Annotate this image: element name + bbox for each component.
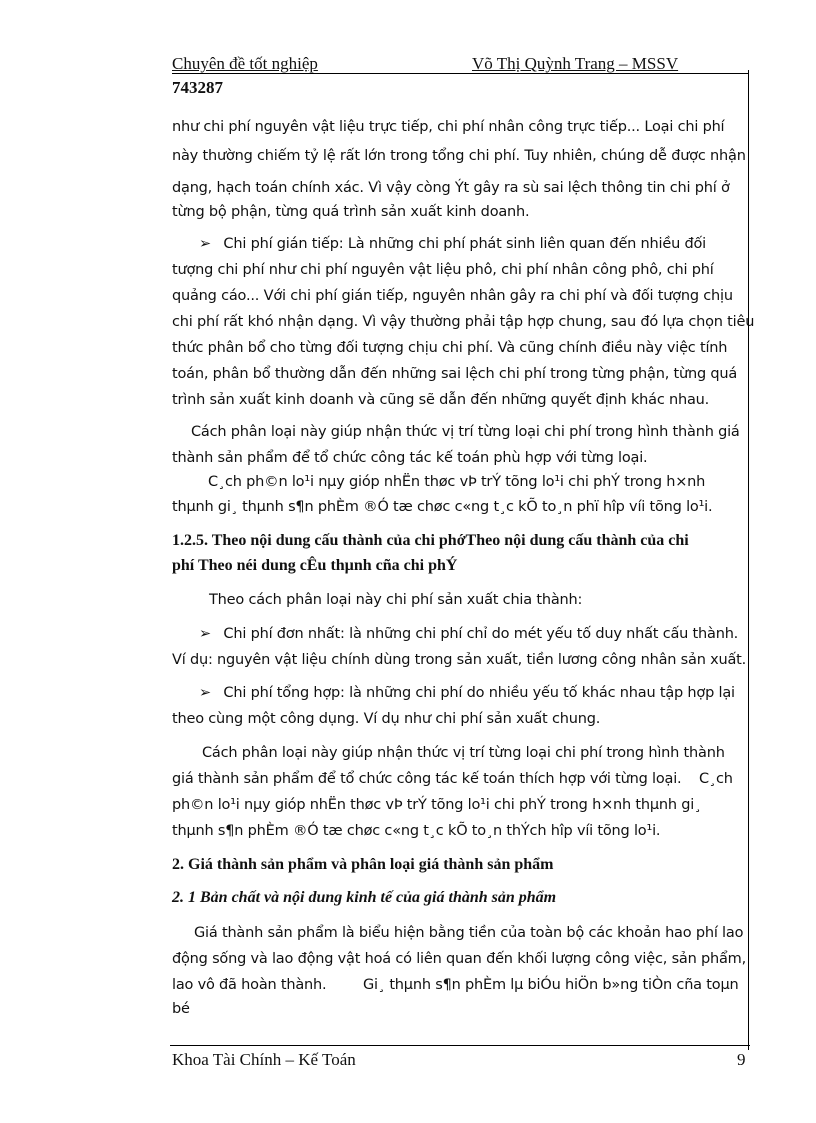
- body-line: như chi phí nguyên vật liệu trực tiếp, chi phí nhân công trực tiếp... Loại chi phí: [172, 119, 725, 135]
- body-line: tượng chi phí như chi phí nguyên vật liệu phô, chi phí nhân công phô, chi phí: [172, 262, 714, 278]
- footer-rule: [170, 1045, 750, 1046]
- garbled-body-fragment: C¸ch: [699, 771, 733, 787]
- section-heading-1-2-5: 1.2.5. Theo nội dung cấu thành của chi phớTheo nội dung cấu thành của chi: [172, 532, 689, 549]
- body-line: thành sản phẩm để tổ chức công tác kế toán phù hợp với từng loại.: [172, 450, 648, 466]
- body-line: giá thành sản phẩm để tổ chức công tác kế toán thích hợp với từng loại.: [172, 771, 682, 787]
- header-rule: [172, 73, 748, 74]
- page-frame-right-edge: [748, 70, 749, 1050]
- footer-department: Khoa Tài Chính – Kế Toán: [172, 1050, 356, 1069]
- body-line: dạng, hạch toán chính xác. Vì vậy còng Ýt gây ra sù sai lệch thông tin chi phí ở: [172, 180, 730, 196]
- garbled-body-line: thµnh s¶n phÈm ®Ó tæ chøc c«ng t¸c kÕ to¸n thÝch hîp víi tõng lo¹i.: [172, 823, 661, 839]
- body-line: Ví dụ: nguyên vật liệu chính dùng trong sản xuất, tiền lương công nhân sản xuất.: [172, 652, 747, 668]
- section-heading-1-2-5-cont: phí Theo néi dung cÊu thµnh cña chi phÝ: [172, 557, 458, 574]
- header-left-title: Chuyên đề tốt nghiệp: [172, 54, 318, 73]
- body-line: Chi phí gián tiếp: Là những chi phí phát sinh liên quan đến nhiều đối: [223, 236, 706, 252]
- garbled-body-line: C¸ch ph©n lo¹i nµy gióp nhËn thøc vÞ trÝ tõng lo¹i chi phÝ trong h×nh: [208, 474, 706, 490]
- body-line: này thường chiếm tỷ lệ rất lớn trong tổng chi phí. Tuy nhiên, chúng dễ được nhận: [172, 148, 746, 164]
- body-line: theo cùng một công dụng. Ví dụ như chi phí sản xuất chung.: [172, 711, 601, 727]
- bullet-item-indirect-cost: [199, 236, 706, 252]
- body-line: Giá thành sản phẩm là biểu hiện bằng tiền của toàn bộ các khoản hao phí lao: [194, 925, 744, 941]
- body-line: Chi phí tổng hợp: là những chi phí do nhiều yếu tố khác nhau tập hợp lại: [223, 685, 735, 701]
- page-number: 9: [737, 1050, 746, 1069]
- garbled-body-line: thµnh gi¸ thµnh s¶n phÈm ®Ó tæ chøc c«ng t¸c kÕ to¸n phï hîp víi tõng lo¹i.: [172, 499, 713, 515]
- arrow-bullet-icon: ➢: [199, 626, 211, 642]
- body-line: thức phân bổ cho từng đối tượng chịu chi phí. Và cũng chính điều này việc tính: [172, 340, 728, 356]
- arrow-bullet-icon: ➢: [199, 685, 211, 701]
- body-line: Chi phí đơn nhất: là những chi phí chỉ do mét yếu tố duy nhất cấu thành.: [223, 626, 739, 642]
- body-line: động sống và lao động vật hoá có liên quan đến khối lượng công việc, sản phẩm,: [172, 951, 747, 967]
- body-line: chi phí rất khó nhận dạng. Vì vậy thường phải tập hợp chung, sau đó lựa chọn tiêu: [172, 314, 755, 330]
- garbled-body-line: Gi¸ thµnh s¶n phÈm lµ biÓu hiÖn b»ng tiÒn cña toµn: [363, 977, 739, 993]
- garbled-body-line: bé: [172, 1001, 190, 1017]
- body-line: toán, phân bổ thường dẫn đến những sai lệch chi phí trong từng phận, từng quá: [172, 366, 738, 382]
- section-heading-2: 2. Giá thành sản phẩm và phân loại giá thành sản phẩm: [172, 856, 554, 873]
- body-line: Cách phân loại này giúp nhận thức vị trí từng loại chi phí trong hình thành: [202, 745, 725, 761]
- bullet-item-single-cost: [199, 626, 738, 642]
- garbled-body-line: ph©n lo¹i nµy gióp nhËn thøc vÞ trÝ tõng lo¹i chi phÝ trong h×nh thµnh gi¸: [172, 797, 702, 813]
- section-heading-2-1: 2. 1 Bản chất và nội dung kinh tế của giá thành sản phẩm: [172, 889, 557, 906]
- bullet-item-combined-cost: [199, 685, 735, 701]
- header-student-id: 743287: [172, 78, 223, 97]
- body-line: Cách phân loại này giúp nhận thức vị trí từng loại chi phí trong hình thành giá: [191, 424, 740, 440]
- body-line: lao vô đã hoàn thành.: [172, 977, 327, 993]
- body-line: quảng cáo... Với chi phí gián tiếp, nguyên nhân gây ra chi phí và đối tượng chịu: [172, 288, 733, 304]
- body-line: Theo cách phân loại này chi phí sản xuất chia thành:: [209, 592, 583, 608]
- arrow-bullet-icon: ➢: [199, 236, 211, 252]
- body-line: trình sản xuất kinh doanh và cũng sẽ dẫn đến những quyết định khác nhau.: [172, 392, 710, 408]
- header-author: Võ Thị Quỳnh Trang – MSSV: [472, 54, 679, 73]
- body-line: từng bộ phận, từng quá trình sản xuất kinh doanh.: [172, 204, 530, 220]
